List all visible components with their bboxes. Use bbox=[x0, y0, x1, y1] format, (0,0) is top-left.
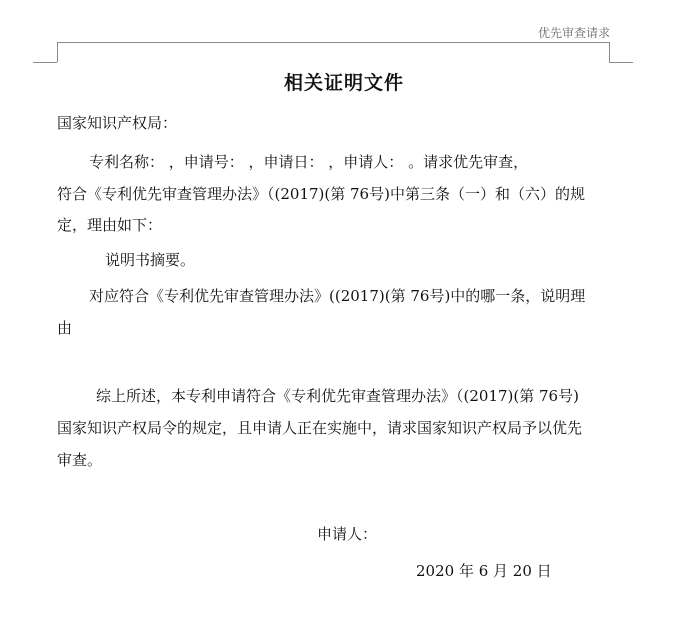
header-rule bbox=[57, 42, 609, 43]
applicant-signature-label: 申请人： bbox=[317, 525, 378, 543]
reason-item: 说明书摘要。 bbox=[105, 251, 196, 269]
recipient-line: 国家知识产权局： bbox=[57, 114, 178, 132]
paragraph2-line2: 由 bbox=[57, 319, 73, 337]
paragraph1-line3: 定，理由如下： bbox=[57, 216, 163, 234]
signature-date: 2020 年 6 月 20 日 bbox=[416, 562, 552, 580]
margin-corner-left-horizontal bbox=[33, 62, 57, 63]
paragraph2-line1: 对应符合《专利优先审查管理办法》((2017)(第 76号)中的哪一条，说明理 bbox=[89, 287, 586, 305]
paragraph1-line1: 专利名称： ，申请号： ，申请日： ，申请人： 。请求优先审查， bbox=[89, 153, 529, 171]
paragraph3-line3: 审查。 bbox=[57, 451, 103, 469]
margin-corner-right-vertical bbox=[609, 42, 610, 62]
header-label: 优先审查请求 bbox=[537, 26, 610, 40]
paragraph3-line2: 国家知识产权局令的规定，且申请人正在实施中，请求国家知识产权局予以优先 bbox=[57, 419, 583, 437]
paragraph1-line2: 符合《专利优先审查管理办法》（(2017)(第 76号)中第三条（一）和（六）的规 bbox=[57, 185, 585, 203]
document-title: 相关证明文件 bbox=[283, 72, 404, 94]
margin-corner-left-vertical bbox=[57, 42, 58, 62]
margin-corner-right-horizontal bbox=[609, 62, 633, 63]
paragraph3-line1: 综上所述，本专利申请符合《专利优先审查管理办法》（(2017)(第 76号) bbox=[96, 387, 579, 405]
